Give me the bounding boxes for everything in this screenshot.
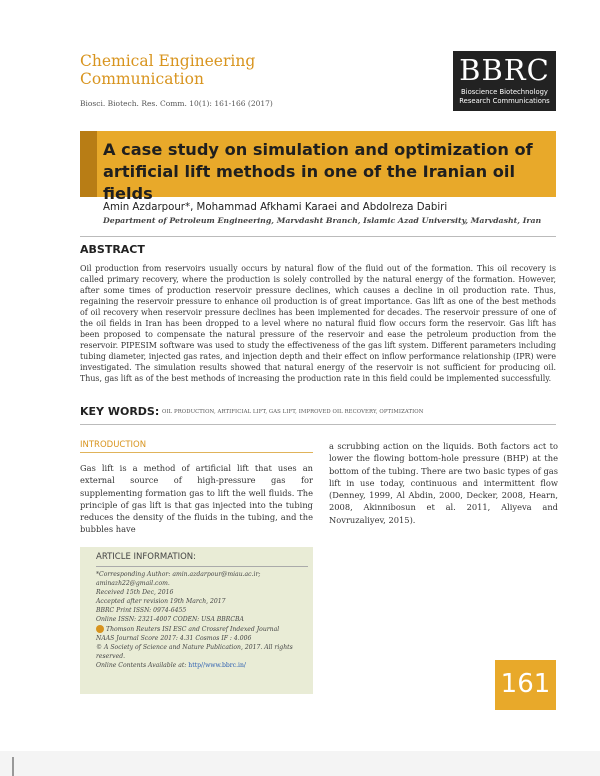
journal-title-line2: Communication	[80, 70, 204, 88]
indexing-text: Thomson Reuters ISI ESC and Crossref Indexed Journal	[106, 625, 280, 633]
logo-subtitle	[453, 88, 556, 106]
intro-column-1: Gas lift is a method of artificial lift that uses an external source of high-pressure gas for supplementing formation gas to lift the well fluids. The principle of gas lift is that gas injected into the tubing reduces the density of the fluids in the tubing, and the bubbles have	[80, 463, 313, 535]
introduction-heading: INTRODUCTION	[80, 440, 147, 450]
abstract-text: Oil production from reservoirs usually occurs by natural flow of the fluid out of the formation. This oil recovery is called primary recovery, where the production is solely controlled by the natural energy of the formation. However, after some times of production reservoir pressure declines, which causes a decline in oil production rate. Thus, regaining the reservoir pressure to enhance oil production is of great importance. Gas lift as one of the best methods of oil recovery when reservoir pressure declines has been implemented for decades. The reservoir pressure of one of the oil fields in Iran has been dropped to a level where no natural fluid flow occurs form the reservoir. Gas lift has been proposed to compensate the natural pressure of the reservoir and ease the petroleum production from the reservoir. PIPESIM software was used to study the effectiveness of the gas lift system. Different parameters including tubing diameter, injected gas rates, and injection depth and their effect on inflow performance relationship (IPR) were investigated. The simulation results showed that natural energy of the reservoir is not sufficient for producing oil. Thus, gas lift as of the best methods of increasing the production rate in this field could be implemented successfully.	[80, 264, 556, 384]
introduction-underline	[80, 452, 313, 453]
journal-website-link[interactable]: http//www.bbrc.in/	[188, 661, 246, 669]
page-number: 161	[500, 669, 551, 699]
journal-section-title	[80, 52, 340, 88]
footer-mark	[12, 757, 14, 776]
divider	[80, 424, 556, 425]
article-title-line1: A case study on simulation and optimization of	[103, 140, 533, 159]
accepted-date: Accepted after revision 19th March, 2017	[96, 598, 226, 606]
journal-title-line1: Chemical Engineering	[80, 52, 256, 70]
naas-score: NAAS Journal Score 2017: 4.31 Cosmos IF : 4.006	[96, 634, 252, 642]
article-info-divider	[96, 566, 308, 567]
author-list: Amin Azdarpour*, Mohammad Afkhami Karaei and Abdolreza Dabiri	[103, 202, 448, 213]
thomson-reuters-icon	[96, 625, 104, 633]
print-issn: BBRC Print ISSN: 0974-6455	[96, 607, 187, 615]
received-date: Received 15th Dec, 2016	[96, 589, 174, 597]
copyright: © A Society of Science and Nature Publication, 2017. All rights	[96, 643, 293, 651]
article-title-line2: artificial lift methods in one of the Iranian oil fields	[103, 162, 515, 203]
keywords-heading: KEY WORDS:	[80, 405, 160, 418]
article-title	[103, 139, 553, 205]
logo-subtitle-line2: Research Communications	[459, 97, 550, 105]
article-info-heading: ARTICLE INFORMATION:	[96, 552, 196, 562]
online-contents	[96, 661, 311, 670]
online-contents-label: Online Contents Available at:	[96, 661, 187, 669]
page-number-box	[495, 660, 556, 710]
footer-bar	[0, 751, 600, 776]
corresponding-author: *Corresponding Author: amin.azdarpour@miau.ac.ir;	[96, 571, 261, 578]
bbrc-logo	[453, 51, 556, 111]
divider	[80, 236, 556, 237]
article-info-body	[96, 570, 311, 670]
logo-subtitle-line1: Bioscience Biotechnology	[461, 88, 548, 96]
logo-wordmark: BBRC	[459, 53, 550, 87]
title-accent-bar	[80, 131, 97, 197]
article-information-box	[80, 547, 313, 694]
indexing-line	[96, 625, 311, 634]
abstract-heading: ABSTRACT	[80, 243, 145, 256]
online-issn: Online ISSN: 2321-4007 CODEN: USA BBRCBA	[96, 616, 244, 624]
copyright-cont: reserved.	[96, 652, 126, 660]
keywords-text: OIL PRODUCTION, ARTIFICIAL LIFT, GAS LIFT, IMPROVED OIL RECOVERY, OPTIMIZATION	[162, 409, 424, 415]
intro-column-2: a scrubbing action on the liquids. Both factors act to lower the flowing bottom-hole pressure (BHP) at the bottom of the tubing. There are two basic types of gas lift in use today, continuous and intermittent flow (Denney, 1999, Al Abdin, 2000, Decker, 2008, Hearn, 2008, Akinnibosun et al. 2011, Aliyeva and Novruzaliyev, 2015).	[329, 441, 558, 525]
corresponding-author-email: aminazh22@gmail.com.	[96, 580, 170, 588]
affiliation: Department of Petroleum Engineering, Marvdasht Branch, Islamic Azad University, Marvdasht, Iran	[103, 216, 542, 225]
journal-citation: Biosci. Biotech. Res. Comm. 10(1): 161-166 (2017)	[80, 99, 273, 108]
